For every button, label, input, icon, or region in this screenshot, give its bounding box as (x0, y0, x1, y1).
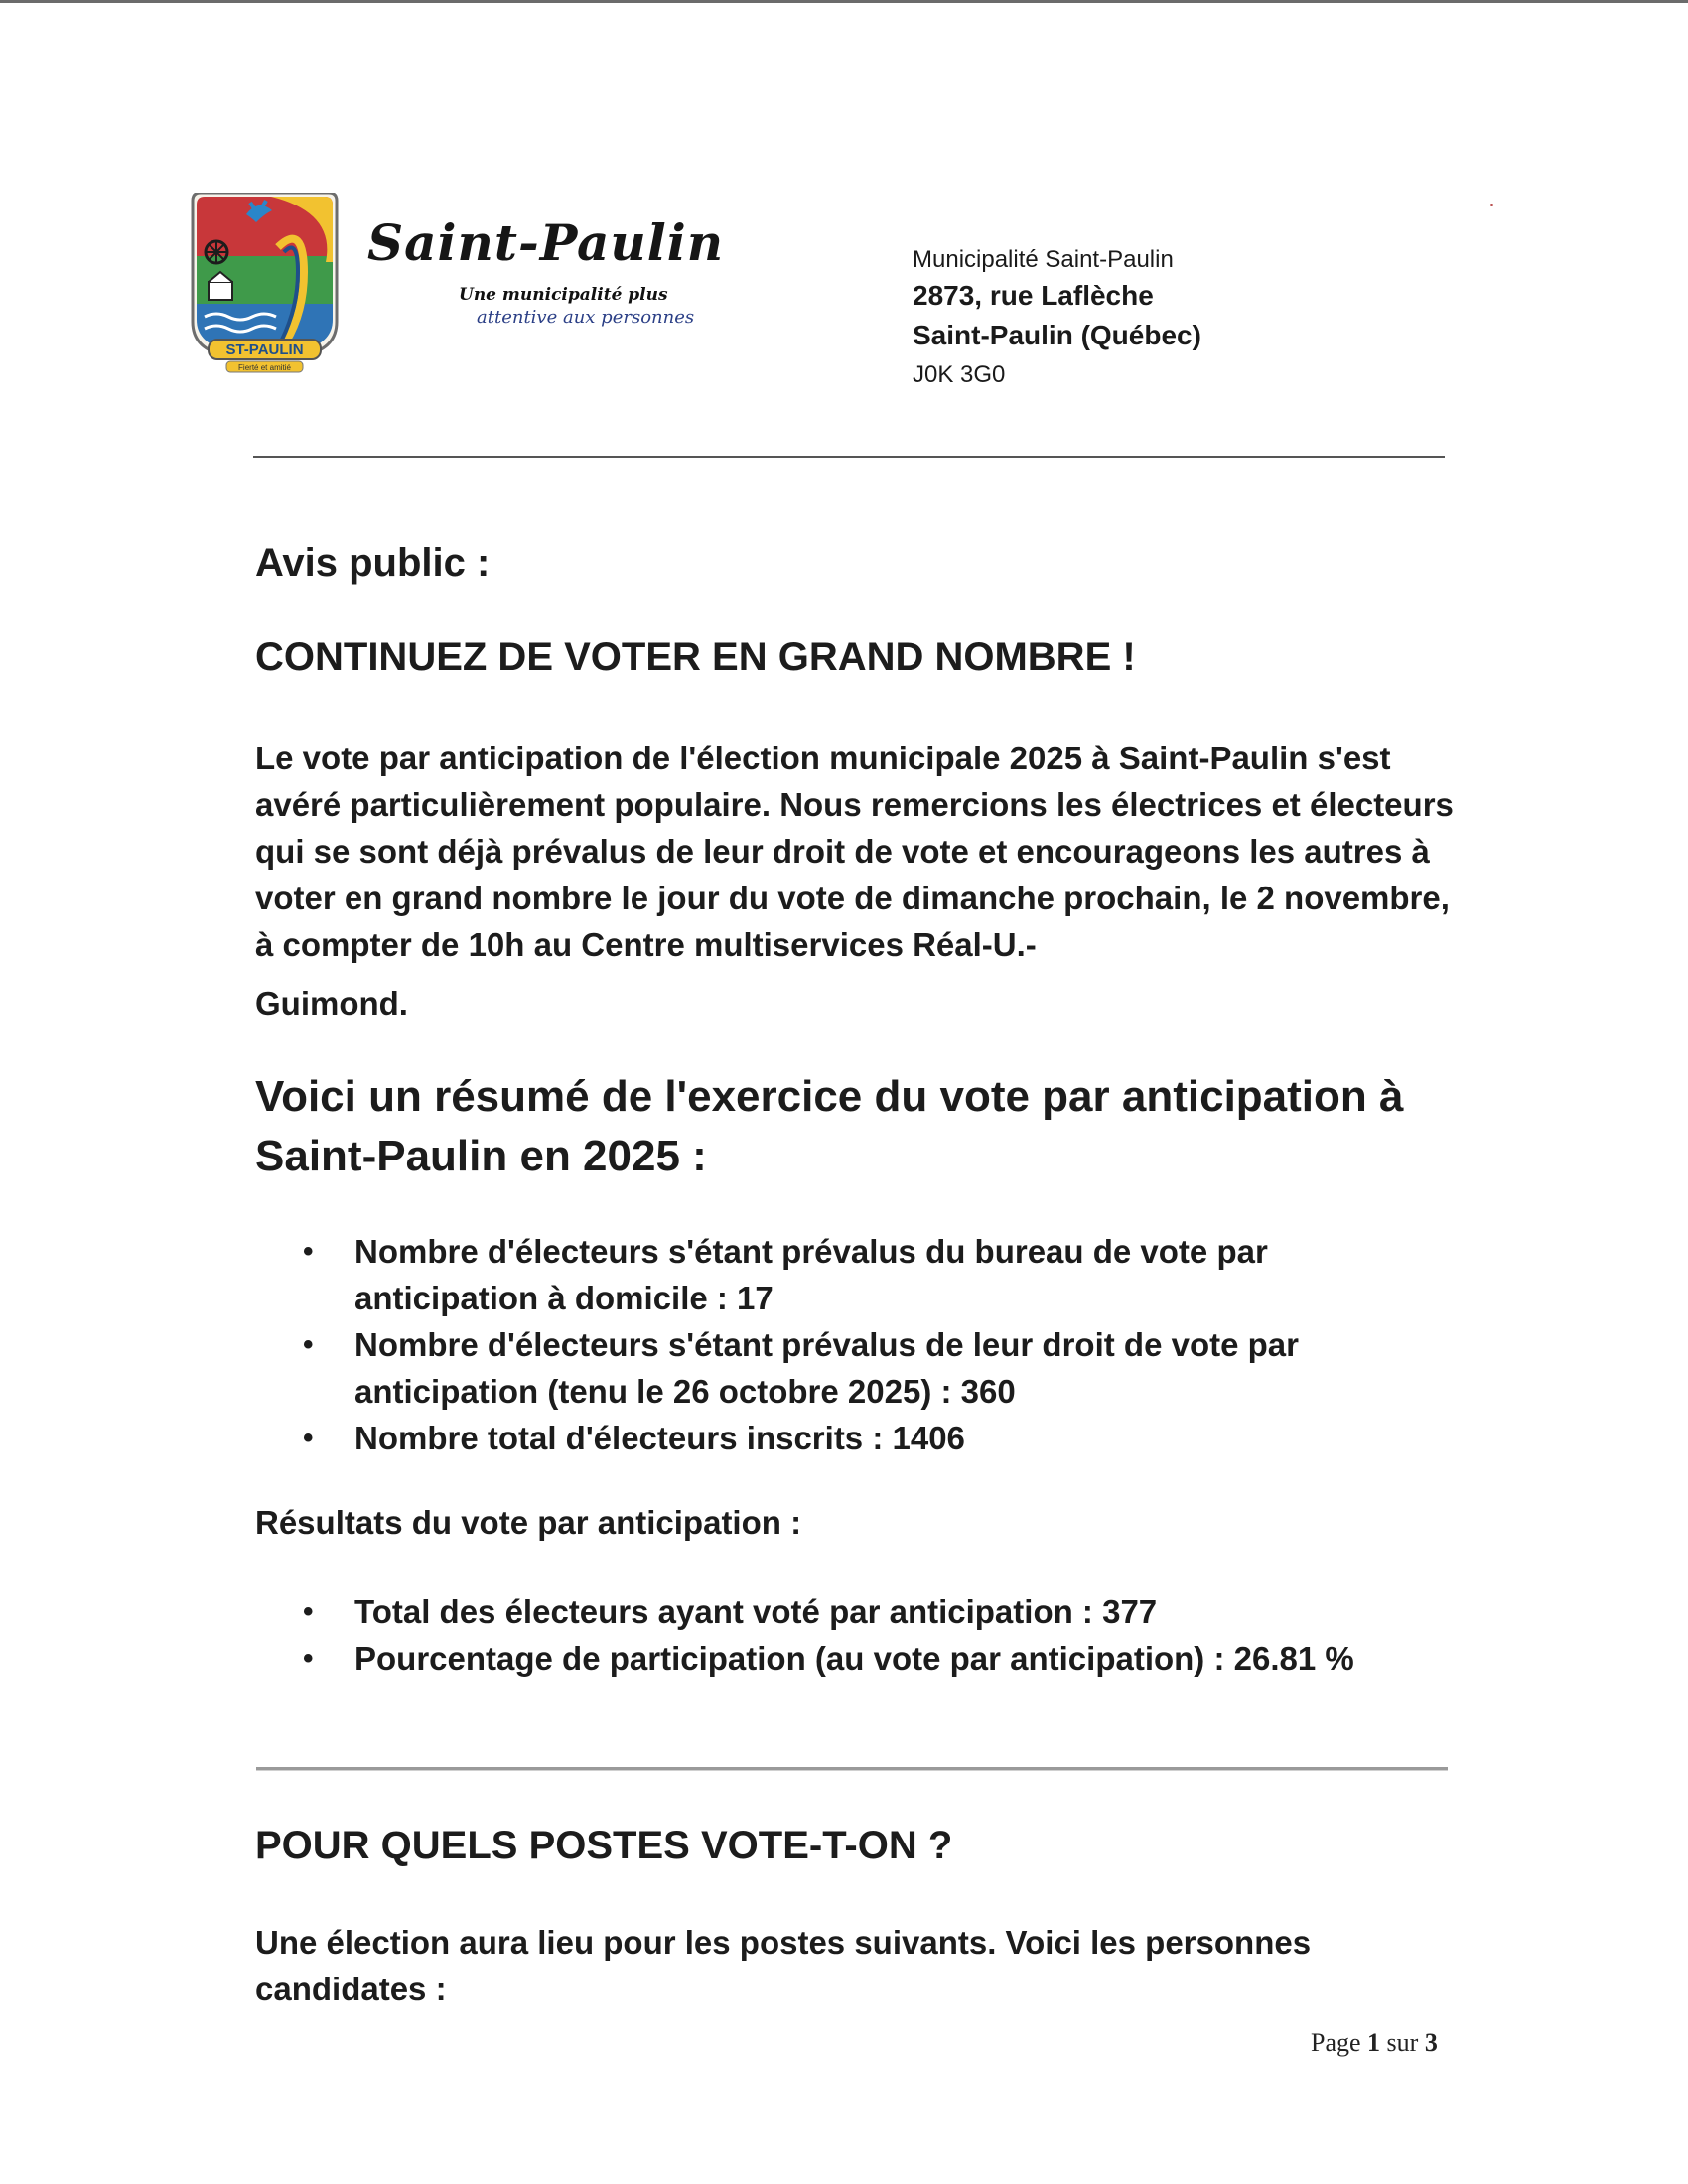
notice-headline: CONTINUEZ DE VOTER EN GRAND NOMBRE ! (255, 635, 1136, 679)
notice-paragraph (255, 735, 1477, 1026)
notice-paragraph-main: Le vote par anticipation de l'élection municipale 2025 à Saint-Paulin s'est avéré particulièrement populaire. Nous remercions les électrices et électeurs qui se sont déjà prévalus de leur droit de vote et encourageons les autres à voter en grand nombre le jour du vote de dimanche prochain, le 2 novembre, à compter de 10h au Centre multiservices Réal-U.- (255, 740, 1454, 963)
list-item (303, 1415, 1445, 1461)
bullet-icon: • (303, 1642, 314, 1675)
section-divider (256, 1767, 1448, 1771)
scan-edge (0, 0, 1688, 3)
positions-intro: Une élection aura lieu pour les postes suivants. Voici les personnes candidates : (255, 1924, 1312, 2007)
scan-speck (1490, 204, 1493, 206)
summary-item-text: Nombre d'électeurs s'étant prévalus du bureau de vote par anticipation à domicile : 17 (354, 1233, 1268, 1316)
municipal-crest-logo (187, 193, 343, 376)
results-item-text: Pourcentage de participation (au vote par anticipation) : 26.81 % (354, 1640, 1354, 1677)
summary-item-text: Nombre d'électeurs s'étant prévalus de leur droit de vote par anticipation (tenu le 26 octobre 2025) : 360 (354, 1326, 1299, 1410)
bullet-icon: • (303, 1422, 314, 1454)
crest-motto-text: Fierté et amitié (238, 363, 291, 372)
brand-tagline-line2: attentive aux personnes (477, 307, 695, 328)
brand-tagline-line1: Une municipalité plus (459, 285, 668, 305)
results-label: Résultats du vote par anticipation : (255, 1504, 802, 1541)
bullet-icon: • (303, 1235, 314, 1268)
page-total: 3 (1424, 2028, 1438, 2057)
list-item (303, 1588, 1445, 1635)
address-organization: Municipalité Saint-Paulin (913, 246, 1174, 273)
page-of-word: sur (1386, 2028, 1419, 2057)
notice-label: Avis public : (255, 541, 491, 585)
list-item (303, 1321, 1445, 1415)
results-item-text: Total des électeurs ayant voté par anticipation : 377 (354, 1593, 1158, 1630)
municipal-address (913, 244, 1310, 395)
positions-heading: POUR QUELS POSTES VOTE-T-ON ? (255, 1824, 953, 1867)
address-city: Saint-Paulin (Québec) (913, 320, 1201, 350)
page-word: Page (1311, 2028, 1361, 2057)
list-item (303, 1635, 1445, 1682)
crest-banner-text: ST-PAULIN (225, 341, 304, 358)
header-divider (253, 456, 1445, 458)
address-street: 2873, rue Laflèche (913, 280, 1154, 311)
page-current: 1 (1367, 2028, 1381, 2057)
results-list (303, 1588, 1445, 1682)
brand-wordmark (367, 213, 725, 342)
bullet-icon: • (303, 1328, 314, 1361)
summary-list (303, 1228, 1445, 1461)
summary-heading: Voici un résumé de l'exercice du vote par anticipation à Saint-Paulin en 2025 : (255, 1072, 1404, 1180)
summary-item-text: Nombre total d'électeurs inscrits : 1406 (354, 1420, 965, 1456)
notice-paragraph-end: Guimond. (255, 985, 408, 1022)
page-indicator (1311, 2028, 1438, 2058)
address-postal-code: J0K 3G0 (913, 361, 1006, 388)
brand-name: Saint-Paulin (367, 213, 725, 272)
list-item (303, 1228, 1445, 1321)
bullet-icon: • (303, 1595, 314, 1628)
